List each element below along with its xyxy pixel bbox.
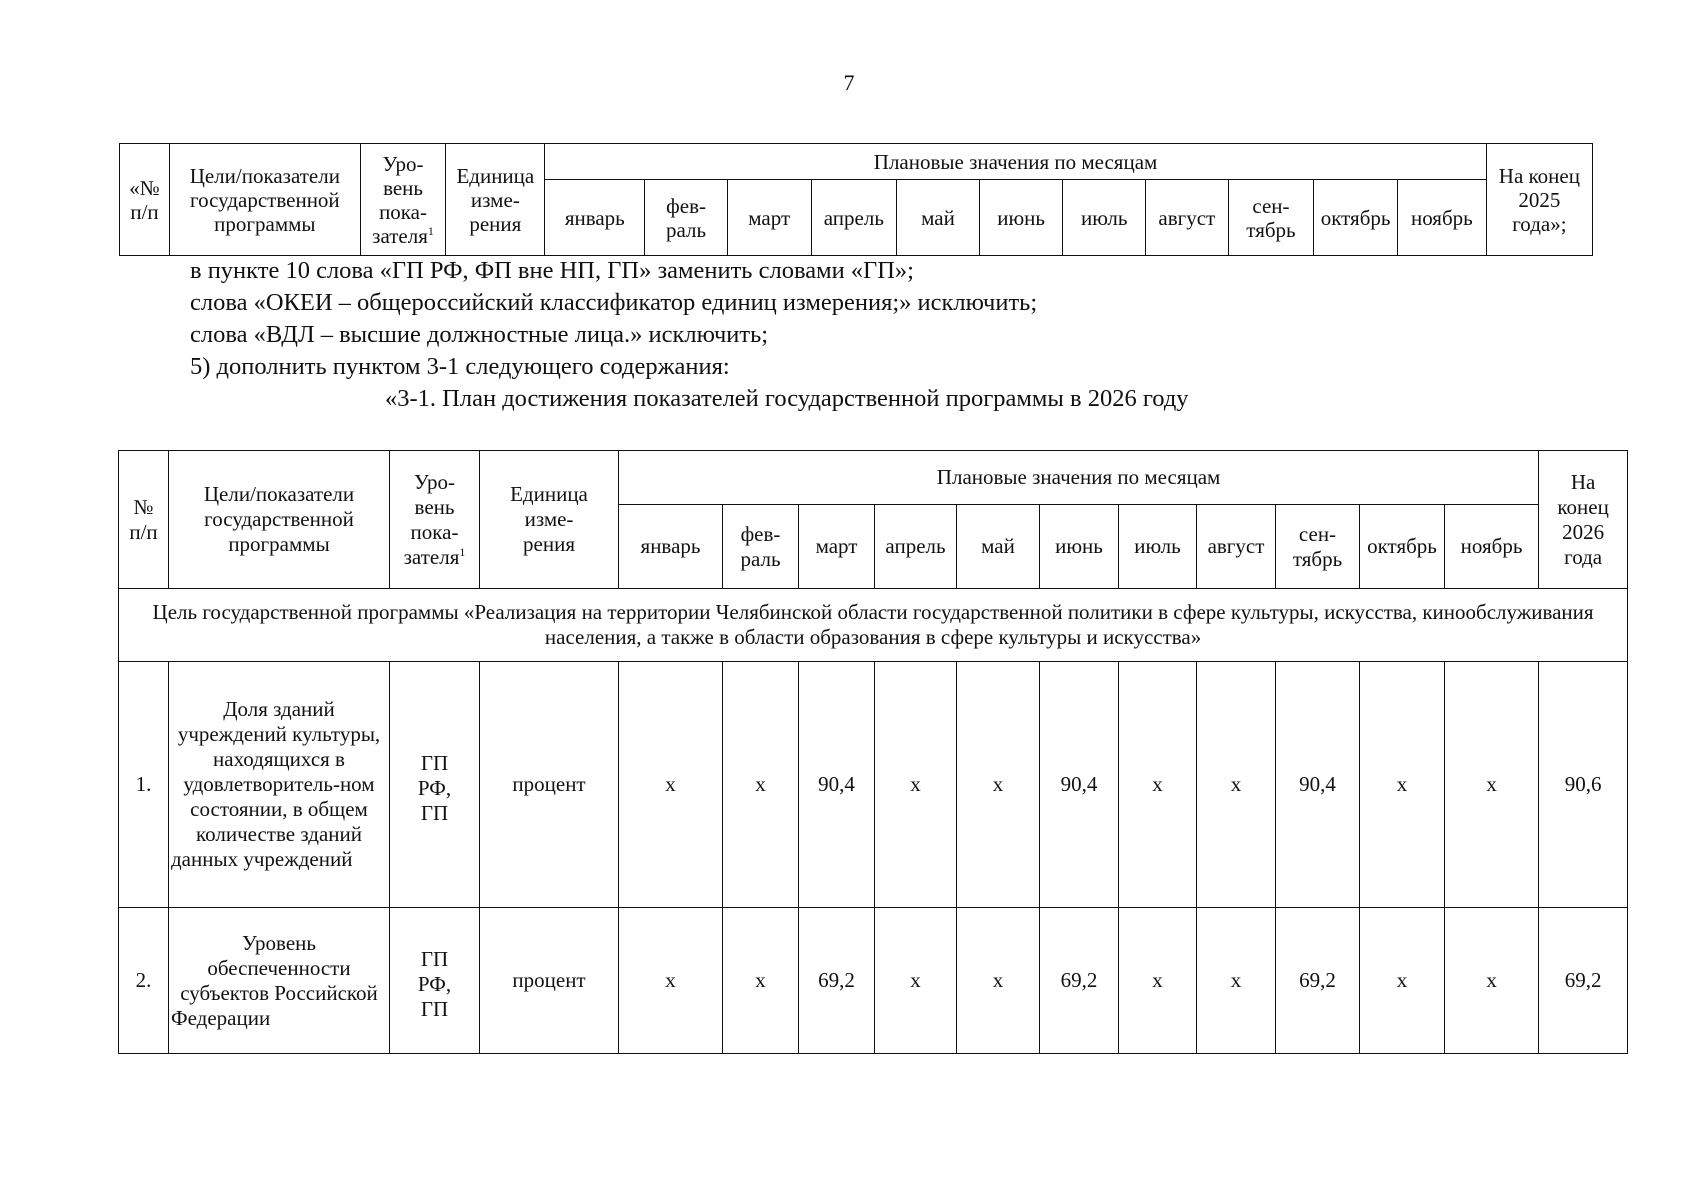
month-header: июль <box>1063 180 1146 256</box>
col-end-header: На конец 2026 года <box>1539 451 1628 589</box>
col-goals-header: Цели/показатели государственной программы <box>169 451 390 589</box>
month-header: январь <box>619 505 723 589</box>
year-end-value: 90,6 <box>1539 662 1628 908</box>
indicator-level: ГП РФ, ГП <box>390 662 480 908</box>
month-value: х <box>1119 908 1197 1054</box>
month-header: ноябрь <box>1445 505 1539 589</box>
row-number: 1. <box>119 662 169 908</box>
page-number: 7 <box>843 70 855 95</box>
month-header: август <box>1146 180 1229 256</box>
text-line: слова «ОКЕИ – общероссийский классификатор единиц измерения;» исключить; <box>190 289 1038 316</box>
program-goal-row: Цель государственной программы «Реализация на территории Челябинской области государственной политики в сфере культуры, искусства, кинообслуживания населения, а также в области образования в сфере культуры и искусства» <box>119 589 1628 662</box>
month-header: июнь <box>979 180 1063 256</box>
month-value: х <box>619 908 723 1054</box>
month-header: январь <box>545 180 645 256</box>
table-row <box>119 662 1628 908</box>
amendment-text <box>190 255 1189 415</box>
month-header: фев- раль <box>723 505 799 589</box>
footnote-mark: 1 <box>427 223 434 238</box>
month-header: август <box>1197 505 1276 589</box>
month-value: х <box>723 908 799 1054</box>
month-header: апрель <box>875 505 957 589</box>
indicator-level: ГП РФ, ГП <box>390 908 480 1054</box>
unit-cell: процент <box>480 662 619 908</box>
col-goals-header: Цели/показатели государственной программы <box>169 144 360 256</box>
col-level-header: Уро- вень пока- зателя$^1$ <box>390 451 480 589</box>
month-value: х <box>1360 908 1445 1054</box>
month-value: 69,2 <box>799 908 875 1054</box>
month-header: сен- тябрь <box>1228 180 1314 256</box>
col-unit-header: Единица изме- рения <box>480 451 619 589</box>
month-value: х <box>957 662 1040 908</box>
month-header: июнь <box>1040 505 1119 589</box>
month-header: март <box>799 505 875 589</box>
month-header: сен- тябрь <box>1276 505 1360 589</box>
header-table-2025 <box>119 143 1593 256</box>
month-value: х <box>619 662 723 908</box>
row-number: 2. <box>119 908 169 1054</box>
col-num-header: № п/п <box>119 451 169 589</box>
month-value: 69,2 <box>1040 908 1119 1054</box>
month-value: х <box>1445 662 1539 908</box>
month-header: май <box>897 180 980 256</box>
col-months-header: Плановые значения по месяцам <box>619 451 1539 505</box>
month-header: октябрь <box>1314 180 1398 256</box>
col-end-header: На конец 2025 года»; <box>1486 144 1592 256</box>
section-title: «3-1. План достижения показателей государственной программы в 2026 году <box>385 385 1189 412</box>
plan-table-2026 <box>118 450 1628 1054</box>
month-header: октябрь <box>1360 505 1445 589</box>
month-value: х <box>957 908 1040 1054</box>
month-header: фев- раль <box>645 180 728 256</box>
month-value: 90,4 <box>1276 662 1360 908</box>
text-line: слова «ВДЛ – высшие должностные лица.» исключить; <box>190 321 769 348</box>
month-header: июль <box>1119 505 1197 589</box>
month-header: май <box>957 505 1040 589</box>
month-value: х <box>1197 662 1276 908</box>
month-value: х <box>1197 908 1276 1054</box>
month-header: ноябрь <box>1397 180 1486 256</box>
indicator-name: Доля зданий учреждений культуры, находящихся в удовлетворитель-ном состоянии, в общем количестве зданий данных учреждений <box>169 662 390 908</box>
month-value: х <box>875 908 957 1054</box>
month-value: х <box>1119 662 1197 908</box>
month-value: х <box>1445 908 1539 1054</box>
col-num-header: «№ п/п <box>120 144 170 256</box>
text-line: 5) дополнить пунктом 3-1 следующего содержания: <box>190 353 730 380</box>
month-value: х <box>723 662 799 908</box>
unit-cell: процент <box>480 908 619 1054</box>
month-value: 90,4 <box>799 662 875 908</box>
month-value: 69,2 <box>1276 908 1360 1054</box>
month-value: х <box>1360 662 1445 908</box>
col-unit-header: Единица изме- рения <box>446 144 545 256</box>
month-value: х <box>875 662 957 908</box>
text-line: в пункте 10 слова «ГП РФ, ФП вне НП, ГП» заменить словами «ГП»; <box>190 257 914 284</box>
month-header: март <box>727 180 811 256</box>
indicator-name: Уровень обеспеченности субъектов Российской Федерации <box>169 908 390 1054</box>
col-level-header: Уро- вень пока- зателя$^1$ <box>360 144 446 256</box>
col-months-header: Плановые значения по месяцам <box>545 144 1486 180</box>
month-header: апрель <box>811 180 897 256</box>
month-value: 90,4 <box>1040 662 1119 908</box>
year-end-value: 69,2 <box>1539 908 1628 1054</box>
footnote-mark: 1 <box>459 544 466 559</box>
table-row <box>119 908 1628 1054</box>
